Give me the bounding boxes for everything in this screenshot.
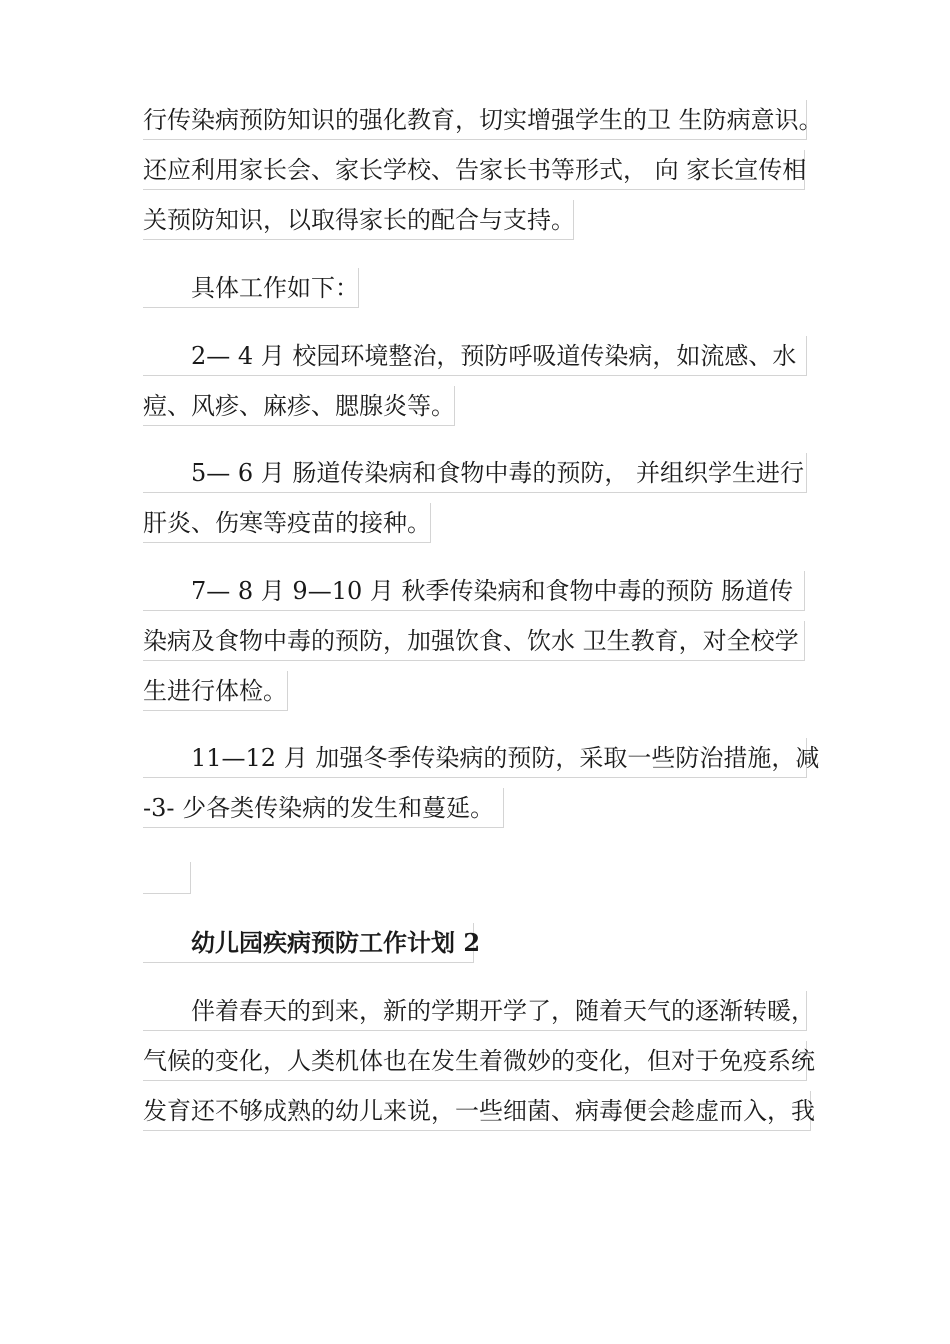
section-heading <box>143 923 481 963</box>
line-text: -3- 少各类传染病的发生和蔓延。 <box>143 794 495 822</box>
text-line <box>143 671 288 711</box>
line-text: 染病及食物中毒的预防，加强饮食、饮水 卫生教育，对全校学 <box>143 627 799 655</box>
line-text: 关预防知识，以取得家长的配合与支持。 <box>143 206 575 234</box>
line-text: 2— 4 月 校园环境整治，预防呼吸道传染病，如流感、水 <box>191 342 797 370</box>
line-text: 还应利用家长会、家长学校、告家长书等形式， 向 家长宣传相 <box>143 156 807 184</box>
text-line <box>143 1091 815 1131</box>
text-line <box>143 200 574 240</box>
text-line <box>143 453 807 493</box>
line-text: 行传染病预防知识的强化教育，切实增强学生的卫 生防病意识。 <box>143 106 823 134</box>
line-text: 发育还不够成熟的幼儿来说，一些细菌、病毒便会趁虚而入，我 <box>143 1097 815 1125</box>
line-text: 7— 8 月 9—10 月 秋季传染病和食物中毒的预防 肠道传 <box>191 577 794 605</box>
text-line <box>143 788 504 828</box>
heading-text: 幼儿园疾病预防工作计划 2 <box>191 928 481 957</box>
text-line <box>143 1041 815 1081</box>
text-line <box>143 150 805 190</box>
empty-cell <box>143 862 191 894</box>
text-line <box>143 621 805 661</box>
text-line <box>143 100 823 140</box>
text-line <box>143 336 807 376</box>
line-text: 11—12 月 加强冬季传染病的预防，采取一些防治措施，减 <box>191 744 820 772</box>
text-line <box>143 268 359 308</box>
text-line <box>143 386 455 426</box>
text-line <box>143 503 431 543</box>
line-text: 肝炎、伤寒等疫苗的接种。 <box>143 509 431 537</box>
line-text: 伴着春天的到来，新的学期开学了，随着天气的逐渐转暖， <box>191 997 815 1025</box>
line-text: 5— 6 月 肠道传染病和食物中毒的预防， 并组织学生进行 <box>191 459 805 487</box>
line-text: 痘、风疹、麻疹、腮腺炎等。 <box>143 392 455 420</box>
text-line <box>143 738 820 778</box>
line-text: 生进行体检。 <box>143 677 287 705</box>
text-line <box>143 571 805 611</box>
text-line <box>143 991 815 1031</box>
line-text: 气候的变化，人类机体也在发生着微妙的变化，但对于免疫系统 <box>143 1047 815 1075</box>
line-text: 具体工作如下： <box>191 274 359 302</box>
